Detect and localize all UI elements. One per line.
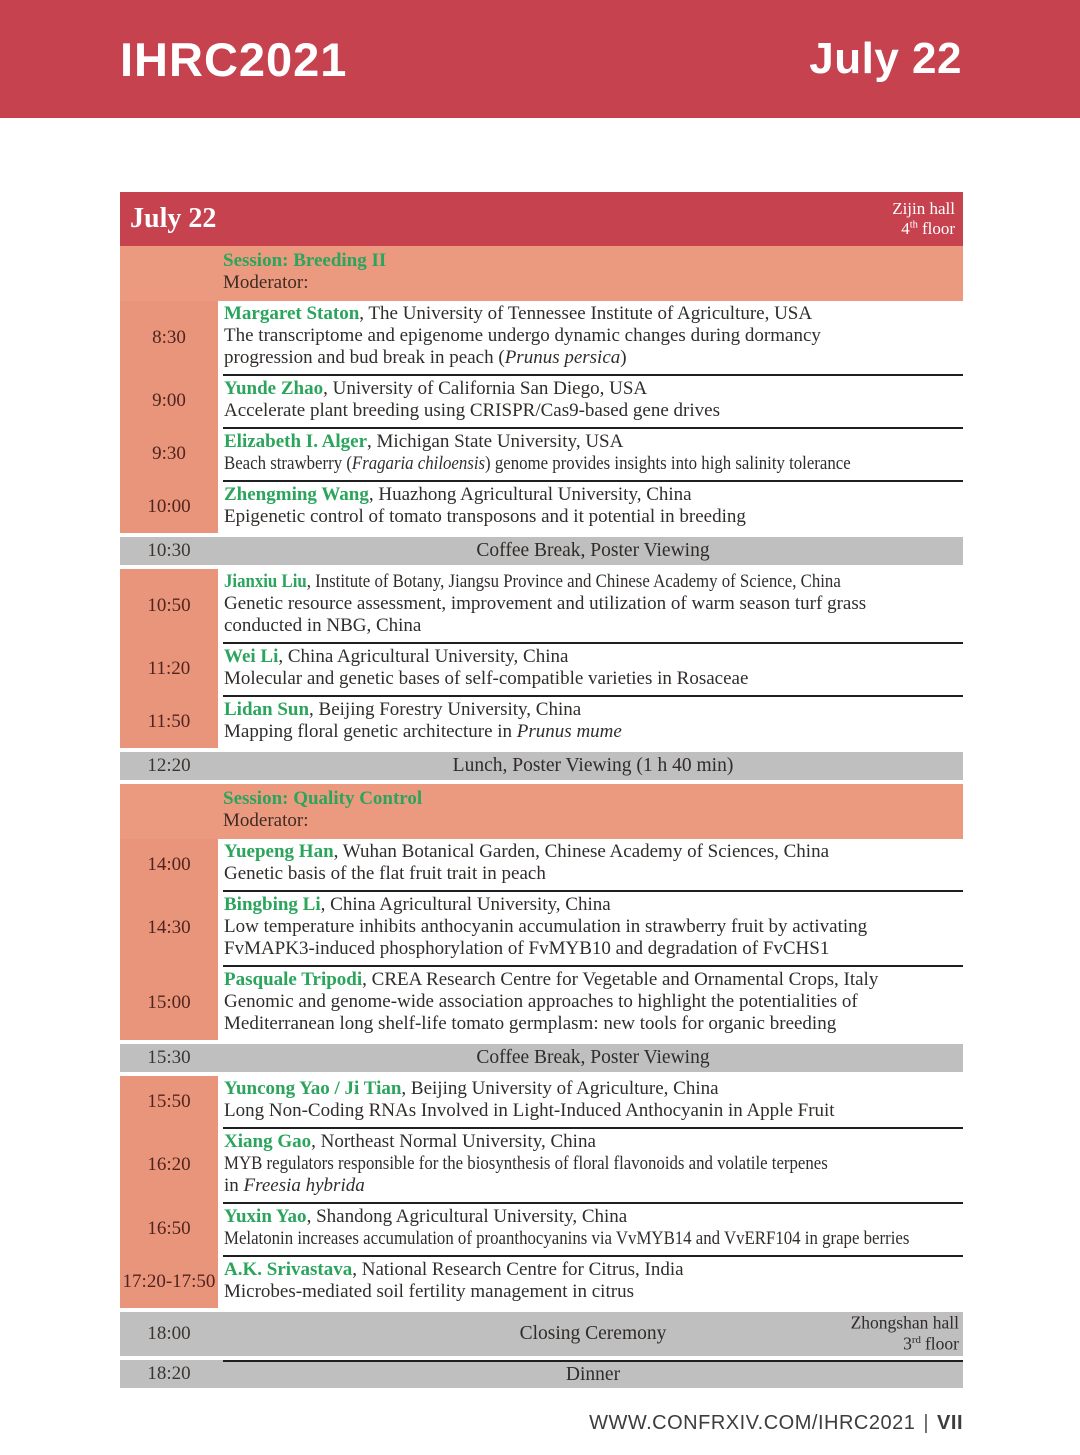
talk-affiliation: , China Agricultural University, China <box>320 894 611 915</box>
talk-speaker: Lidan Sun <box>224 699 310 720</box>
talk-affiliation: , Beijing Forestry University, China <box>309 699 582 720</box>
title-text: Genomic and genome-wide association approaches to highlight the potentialities of <box>224 991 858 1012</box>
moderator-label: Moderator: <box>223 272 309 293</box>
talk-speaker: A.K. Srivastava <box>224 1259 353 1280</box>
talk-title-line <box>224 1100 961 1122</box>
talk-time: 15:00 <box>120 965 218 1040</box>
talk-row <box>120 1202 963 1255</box>
talk-time: 16:20 <box>120 1127 218 1202</box>
title-text: Melatonin increases accumulation of proanthocyanins via VvMYB14 and VvERF104 in grape berries <box>224 1228 910 1249</box>
talk-content <box>223 965 963 1040</box>
talk-affiliation: , CREA Research Centre for Vegetable and Ornamental Crops, Italy <box>362 969 879 990</box>
talk-time: 10:50 <box>120 569 218 642</box>
species-name-italic: Fragaria chiloensis <box>351 453 486 474</box>
talk-affiliation: , Northeast Normal University, China <box>311 1131 596 1152</box>
break-time: 15:30 <box>147 1047 191 1068</box>
session-title-line <box>223 250 963 272</box>
note-floor-word: floor <box>924 1334 959 1354</box>
note-hall-name: Zhongshan hall <box>850 1312 959 1333</box>
title-text: conducted in NBG, China <box>224 615 422 636</box>
talk-speaker-line <box>224 431 961 453</box>
title-text: Mediterranean long shelf-life tomato germplasm: new tools for organic breeding <box>224 1013 837 1034</box>
talk-time: 14:00 <box>120 839 218 890</box>
talk-time: 15:50 <box>120 1076 218 1127</box>
talk-title-line <box>224 938 961 960</box>
talk-speaker: Zhengming Wang <box>224 484 369 505</box>
talk-content <box>223 642 963 695</box>
talk-title-line <box>224 1281 961 1303</box>
note-floor-ordinal: rd <box>911 1334 921 1347</box>
conference-logo: IHRC2021 <box>120 32 348 86</box>
schedule-body <box>120 246 963 1388</box>
table-header-location <box>892 199 955 239</box>
title-text: Microbes-mediated soil fertility management in citrus <box>224 1281 634 1302</box>
talk-title-line <box>224 668 961 690</box>
table-header-date: July 22 <box>130 203 217 234</box>
talk-content <box>223 839 963 890</box>
talk-affiliation: , Beijing University of Agriculture, China <box>401 1078 719 1099</box>
talk-time: 17:20-17:50 <box>120 1255 218 1308</box>
break-location-note <box>851 1313 959 1356</box>
talk-title-line <box>224 593 961 615</box>
talk-speaker: Bingbing Li <box>224 894 321 915</box>
title-text: The transcriptome and epigenome undergo dynamic changes during dormancy <box>224 325 821 346</box>
floor-ordinal: th <box>909 219 918 231</box>
species-name-italic: Freesia hybrida <box>243 1175 365 1196</box>
talk-row <box>120 839 963 890</box>
break-label: Coffee Break, Poster Viewing <box>476 1047 710 1068</box>
talk-affiliation: , Michigan State University, USA <box>367 431 624 452</box>
talk-speaker: Xiang Gao <box>224 1131 312 1152</box>
talk-title-line <box>224 615 961 637</box>
talk-speaker: Wei Li <box>224 646 279 667</box>
break-row <box>120 752 963 780</box>
talk-title-line <box>224 1013 961 1035</box>
talk-title-line <box>224 1175 961 1197</box>
talk-content <box>223 301 963 374</box>
talk-title-line <box>224 453 961 475</box>
title-text: ) genome provides insights into high salinity tolerance <box>485 453 851 474</box>
species-name-italic: Prunus persica <box>504 347 621 368</box>
moderator-label: Moderator: <box>223 810 309 831</box>
talk-title-line <box>224 1228 961 1250</box>
talk-row <box>120 695 963 748</box>
title-text: Accelerate plant breeding using CRISPR/Cas9-based gene drives <box>224 400 720 421</box>
note-floor-number: 3 <box>903 1334 912 1354</box>
session-row <box>120 246 963 301</box>
schedule-table <box>120 192 963 1388</box>
talk-title-line <box>224 400 961 422</box>
session-title: Session: Breeding II <box>223 250 387 271</box>
talk-content <box>223 695 963 748</box>
talk-time: 8:30 <box>120 301 218 374</box>
talk-affiliation: , Institute of Botany, Jiangsu Province and Chinese Academy of Science, China <box>306 571 841 592</box>
title-text: Genetic basis of the flat fruit trait in peach <box>224 863 546 884</box>
talk-row <box>120 374 963 427</box>
talk-affiliation: , National Research Centre for Citrus, India <box>352 1259 684 1280</box>
break-row <box>120 1044 963 1072</box>
title-text: Epigenetic control of tomato transposons and it potential in breeding <box>224 506 746 527</box>
talk-affiliation: , University of California San Diego, USA <box>323 378 648 399</box>
fitted-text <box>224 1153 828 1175</box>
floor-word: floor <box>921 219 955 238</box>
break-time: 18:20 <box>147 1363 191 1384</box>
talk-title-line <box>224 916 961 938</box>
talk-content <box>223 1076 963 1127</box>
talk-speaker-line <box>224 646 961 668</box>
session-title-line <box>223 788 963 810</box>
talk-title-line <box>224 991 961 1013</box>
title-text: in <box>224 1175 244 1196</box>
talk-row <box>120 301 963 374</box>
talk-speaker-line <box>224 699 961 721</box>
talk-content <box>223 1255 963 1308</box>
break-content <box>223 1360 963 1388</box>
talk-speaker: Jianxiu Liu <box>224 571 307 592</box>
fitted-text <box>224 453 851 475</box>
title-text: FvMAPK3-induced phosphorylation of FvMYB10 and degradation of FvCHS1 <box>224 938 830 959</box>
talk-affiliation: , Wuhan Botanical Garden, Chinese Academy of Sciences, China <box>333 841 830 862</box>
talk-time: 9:00 <box>120 374 218 427</box>
title-text: ) <box>620 347 627 368</box>
talk-speaker: Yuxin Yao <box>224 1206 307 1227</box>
banner-date: July 22 <box>809 34 962 83</box>
top-banner <box>0 0 1080 118</box>
talk-affiliation: , Shandong Agricultural University, China <box>306 1206 628 1227</box>
talk-speaker-line <box>224 303 961 325</box>
talk-row <box>120 965 963 1040</box>
talk-time: 11:50 <box>120 695 218 748</box>
talk-speaker: Elizabeth I. Alger <box>224 431 368 452</box>
talk-time: 11:20 <box>120 642 218 695</box>
title-text: Molecular and genetic bases of self-compatible varieties in Rosaceae <box>224 668 749 689</box>
talk-content <box>223 1127 963 1202</box>
title-text: Beach strawberry ( <box>224 453 352 474</box>
break-row <box>120 1312 963 1356</box>
talk-time: 9:30 <box>120 427 218 480</box>
talk-speaker-line <box>224 841 961 863</box>
talk-content <box>223 427 963 480</box>
footer-separator: | <box>923 1412 930 1434</box>
talk-speaker-line <box>224 1206 961 1228</box>
talk-affiliation: , Huazhong Agricultural University, China <box>368 484 692 505</box>
talk-speaker-line <box>224 894 961 916</box>
footer <box>0 1412 963 1435</box>
talk-title-line <box>224 325 961 347</box>
talk-row <box>120 427 963 480</box>
title-text: Low temperature inhibits anthocyanin accumulation in strawberry fruit by activating <box>224 916 868 937</box>
talk-speaker-line <box>224 571 961 593</box>
talk-row <box>120 569 963 642</box>
table-header <box>120 192 963 246</box>
title-text: Long Non-Coding RNAs Involved in Light-Induced Anthocyanin in Apple Fruit <box>224 1100 835 1121</box>
talk-title-line <box>224 506 961 528</box>
talk-speaker: Pasquale Tripodi <box>224 969 363 990</box>
talk-speaker-line <box>224 1131 961 1153</box>
talk-affiliation: , China Agricultural University, China <box>278 646 569 667</box>
title-text: Genetic resource assessment, improvement and utilization of warm season turf grass <box>224 593 867 614</box>
title-text: Mapping floral genetic architecture in <box>224 721 517 742</box>
title-text: MYB regulators responsible for the biosynthesis of floral flavonoids and volatile terpenes <box>224 1153 828 1174</box>
talk-title-line <box>224 721 961 743</box>
talk-row <box>120 1127 963 1202</box>
talk-time: 16:50 <box>120 1202 218 1255</box>
talk-content <box>223 480 963 533</box>
talk-row <box>120 480 963 533</box>
talk-speaker-line <box>224 378 961 400</box>
talk-content <box>223 1202 963 1255</box>
talk-title-line <box>224 347 961 369</box>
talk-content <box>223 890 963 965</box>
break-label: Coffee Break, Poster Viewing <box>476 540 710 561</box>
species-name-italic: Prunus mume <box>516 721 622 742</box>
talk-speaker-line <box>224 969 961 991</box>
talk-row <box>120 890 963 965</box>
break-row <box>120 537 963 565</box>
break-content <box>223 537 963 565</box>
break-label: Lunch, Poster Viewing (1 h 40 min) <box>452 755 734 776</box>
session-row <box>120 784 963 839</box>
talk-content <box>223 569 963 642</box>
talk-speaker-line <box>224 1259 961 1281</box>
break-time: 12:20 <box>147 755 191 776</box>
talk-speaker: Yuepeng Han <box>224 841 334 862</box>
hall-name: Zijin hall <box>892 198 955 218</box>
note-floor <box>851 1334 959 1355</box>
talk-speaker: Margaret Staton <box>224 303 360 324</box>
talk-speaker-line <box>224 1078 961 1100</box>
break-content <box>223 752 963 780</box>
talk-row <box>120 1255 963 1308</box>
fitted-text <box>224 1228 909 1250</box>
break-row <box>120 1360 963 1388</box>
talk-time: 10:00 <box>120 480 218 533</box>
talk-content <box>223 374 963 427</box>
break-label: Closing Ceremony <box>519 1323 667 1344</box>
talk-speaker: Yuncong Yao / Ji Tian <box>224 1078 402 1099</box>
talk-speaker-line <box>224 484 961 506</box>
hall-floor <box>892 219 955 239</box>
talk-row <box>120 642 963 695</box>
title-text: progression and bud break in peach ( <box>224 347 505 368</box>
floor-number: 4 <box>901 219 910 238</box>
break-label: Dinner <box>565 1364 621 1385</box>
talk-title-line <box>224 863 961 885</box>
talk-affiliation: , The University of Tennessee Institute of Agriculture, USA <box>359 303 813 324</box>
page-number: VII <box>937 1412 963 1434</box>
footer-url: WWW.CONFRXIV.COM/IHRC2021 <box>589 1412 916 1434</box>
break-content <box>223 1044 963 1072</box>
moderator-line <box>223 272 963 294</box>
break-time: 10:30 <box>147 540 191 561</box>
session-title: Session: Quality Control <box>223 788 423 809</box>
moderator-line <box>223 810 963 832</box>
break-time: 18:00 <box>147 1323 191 1344</box>
talk-row <box>120 1076 963 1127</box>
talk-speaker: Yunde Zhao <box>224 378 324 399</box>
fitted-text <box>224 571 841 593</box>
break-content <box>223 1312 963 1356</box>
talk-time: 14:30 <box>120 890 218 965</box>
talk-title-line <box>224 1153 961 1175</box>
